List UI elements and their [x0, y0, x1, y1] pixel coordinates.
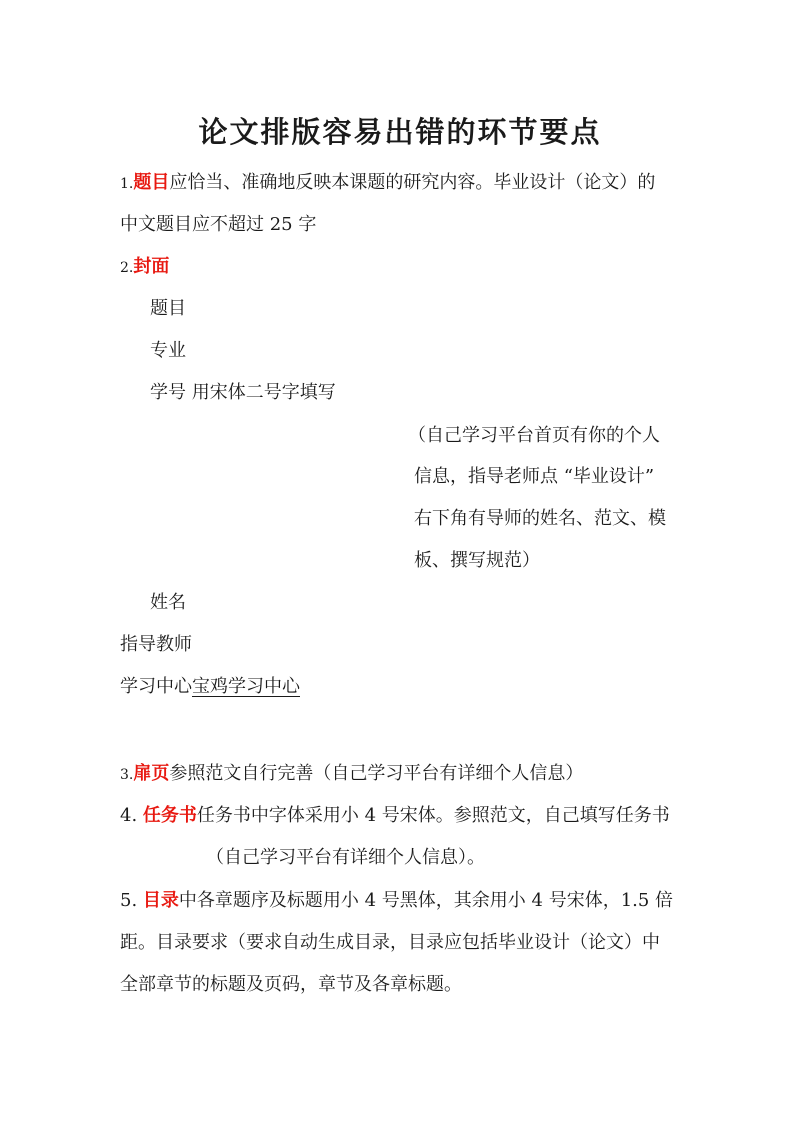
section-3-keyword: 扉页 — [133, 763, 170, 784]
section-3-number: 3. — [120, 767, 134, 783]
section-2-number: 2. — [120, 260, 134, 276]
section-4-line-2: （自己学习平台有详细个人信息）。 — [206, 847, 485, 868]
section-3-text: 参照范文自行完善（自己学习平台有详细个人信息） — [169, 763, 584, 784]
cover-note-line-1: （自己学习平台首页有你的个人 — [408, 425, 660, 446]
section-2-heading — [120, 252, 169, 283]
cover-item-title: 题目 — [150, 298, 186, 319]
section-5-text: 中各章题序及标题用小 4 号黑体，其余用小 4 号宋体，1.5 倍 — [178, 890, 674, 911]
cover-note-line-4: 板、撰写规范） — [414, 550, 540, 571]
cover-item-advisor: 指导教师 — [120, 634, 192, 655]
cover-item-study-center — [120, 672, 300, 702]
section-4-line-1 — [120, 801, 670, 831]
cover-note-line-3: 右下角有导师的姓名、范文、模 — [414, 508, 666, 529]
cover-item-student-id: 学号 用宋体二号字填写 — [150, 382, 336, 403]
section-4-number: 4. — [120, 805, 143, 826]
cover-item-major: 专业 — [150, 340, 186, 361]
section-2-keyword: 封面 — [133, 256, 170, 277]
section-3-line — [120, 759, 583, 790]
section-1-number: 1. — [120, 176, 134, 192]
section-1-line-1 — [120, 168, 655, 199]
section-1-text: 应恰当、准确地反映本课题的研究内容。毕业设计（论文）的 — [169, 172, 656, 193]
section-5-line-1 — [120, 886, 673, 916]
section-1-line-2: 中文题目应不超过 25 字 — [120, 214, 317, 235]
section-5-line-2: 距。目录要求（要求自动生成目录，目录应包括毕业设计（论文）中 — [120, 932, 660, 953]
section-1-keyword: 题目 — [133, 172, 170, 193]
document-title: 论文排版容易出错的环节要点 — [198, 115, 602, 149]
cover-note-line-2: 信息，指导老师点 “毕业设计” — [414, 466, 655, 487]
study-center-label: 学习中心 — [120, 676, 192, 697]
section-5-keyword: 目录 — [142, 890, 179, 911]
section-5-number: 5. — [120, 890, 143, 911]
section-5-line-3: 全部章节的标题及页码，章节及各章标题。 — [120, 974, 462, 995]
section-4-keyword: 任务书 — [142, 805, 197, 826]
section-4-text: 任务书中字体采用小 4 号宋体。参照范文，自己填写任务书 — [196, 805, 670, 826]
cover-item-name: 姓名 — [150, 592, 186, 613]
study-center-value: 宝鸡学习中心 — [192, 676, 300, 697]
